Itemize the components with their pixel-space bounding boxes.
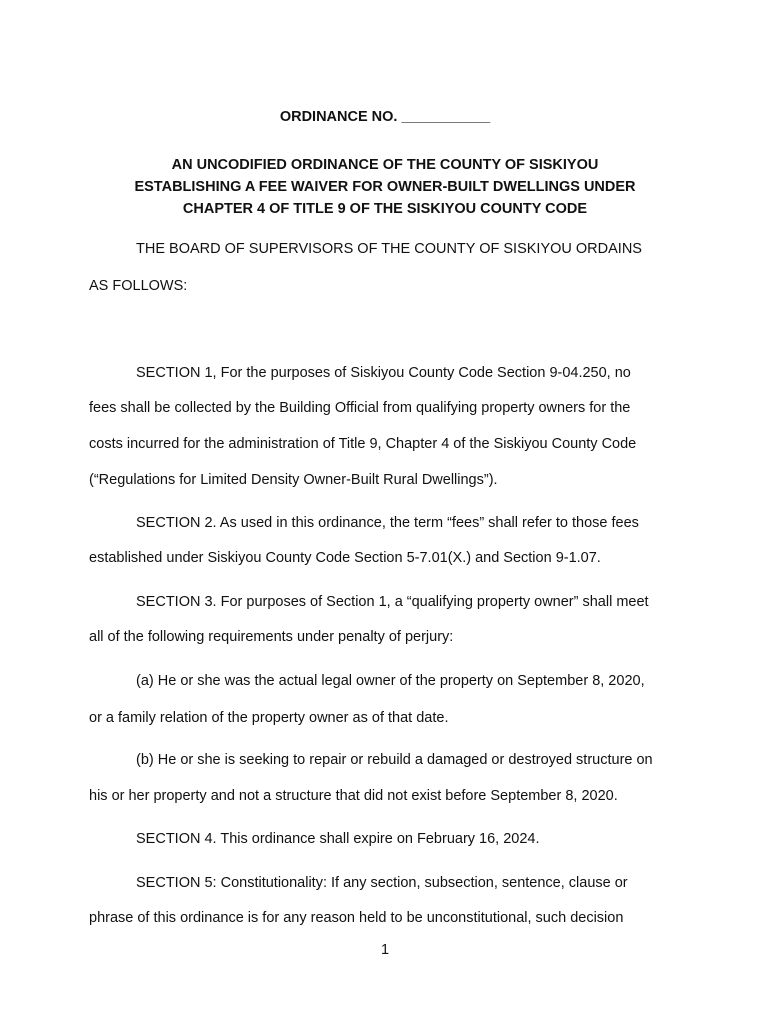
page-number: 1 — [380, 942, 390, 958]
title-line: ESTABLISHING A FEE WAIVER FOR OWNER-BUILT DWELLINGS UNDER — [134, 179, 636, 195]
ordinance-title — [0, 154, 770, 220]
section-4-line: SECTION 4. This ordinance shall expire on February 16, 2024. — [136, 831, 540, 847]
item-a-line: or a family relation of the property owner as of that date. — [89, 710, 449, 726]
title-line: CHAPTER 4 OF TITLE 9 OF THE SISKIYOU COUNTY CODE — [182, 201, 588, 217]
item-a-line: (a) He or she was the actual legal owner of the property on September 8, 2020, — [136, 673, 645, 689]
item-b-line: (b) He or she is seeking to repair or rebuild a damaged or destroyed structure on — [136, 752, 653, 768]
section-1-line: costs incurred for the administration of Title 9, Chapter 4 of the Siskiyou County Code — [89, 436, 637, 452]
section-1-line: (“Regulations for Limited Density Owner-Built Rural Dwellings”). — [89, 472, 498, 488]
ordinance-number: ORDINANCE NO. ___________ — [279, 109, 491, 125]
section-2-line: SECTION 2. As used in this ordinance, the term “fees” shall refer to those fees — [136, 515, 639, 531]
section-1-line: fees shall be collected by the Building Official from qualifying property owners for the — [89, 400, 631, 416]
section-5-line: phrase of this ordinance is for any reason held to be unconstitutional, such decision — [89, 910, 624, 926]
preamble-line: AS FOLLOWS: — [89, 278, 188, 294]
section-1-line: SECTION 1, For the purposes of Siskiyou County Code Section 9-04.250, no — [136, 365, 631, 381]
section-2-line: established under Siskiyou County Code Section 5-7.01(X.) and Section 9-1.07. — [89, 550, 601, 566]
section-3-line: SECTION 3. For purposes of Section 1, a “qualifying property owner” shall meet — [136, 594, 649, 610]
section-5-line: SECTION 5: Constitutionality: If any section, subsection, sentence, clause or — [136, 875, 628, 891]
item-b-line: his or her property and not a structure that did not exist before September 8, 2020. — [89, 788, 618, 804]
title-line: AN UNCODIFIED ORDINANCE OF THE COUNTY OF SISKIYOU — [171, 157, 599, 173]
section-3-line: all of the following requirements under penalty of perjury: — [89, 629, 454, 645]
preamble-line: THE BOARD OF SUPERVISORS OF THE COUNTY OF SISKIYOU ORDAINS — [136, 241, 642, 257]
